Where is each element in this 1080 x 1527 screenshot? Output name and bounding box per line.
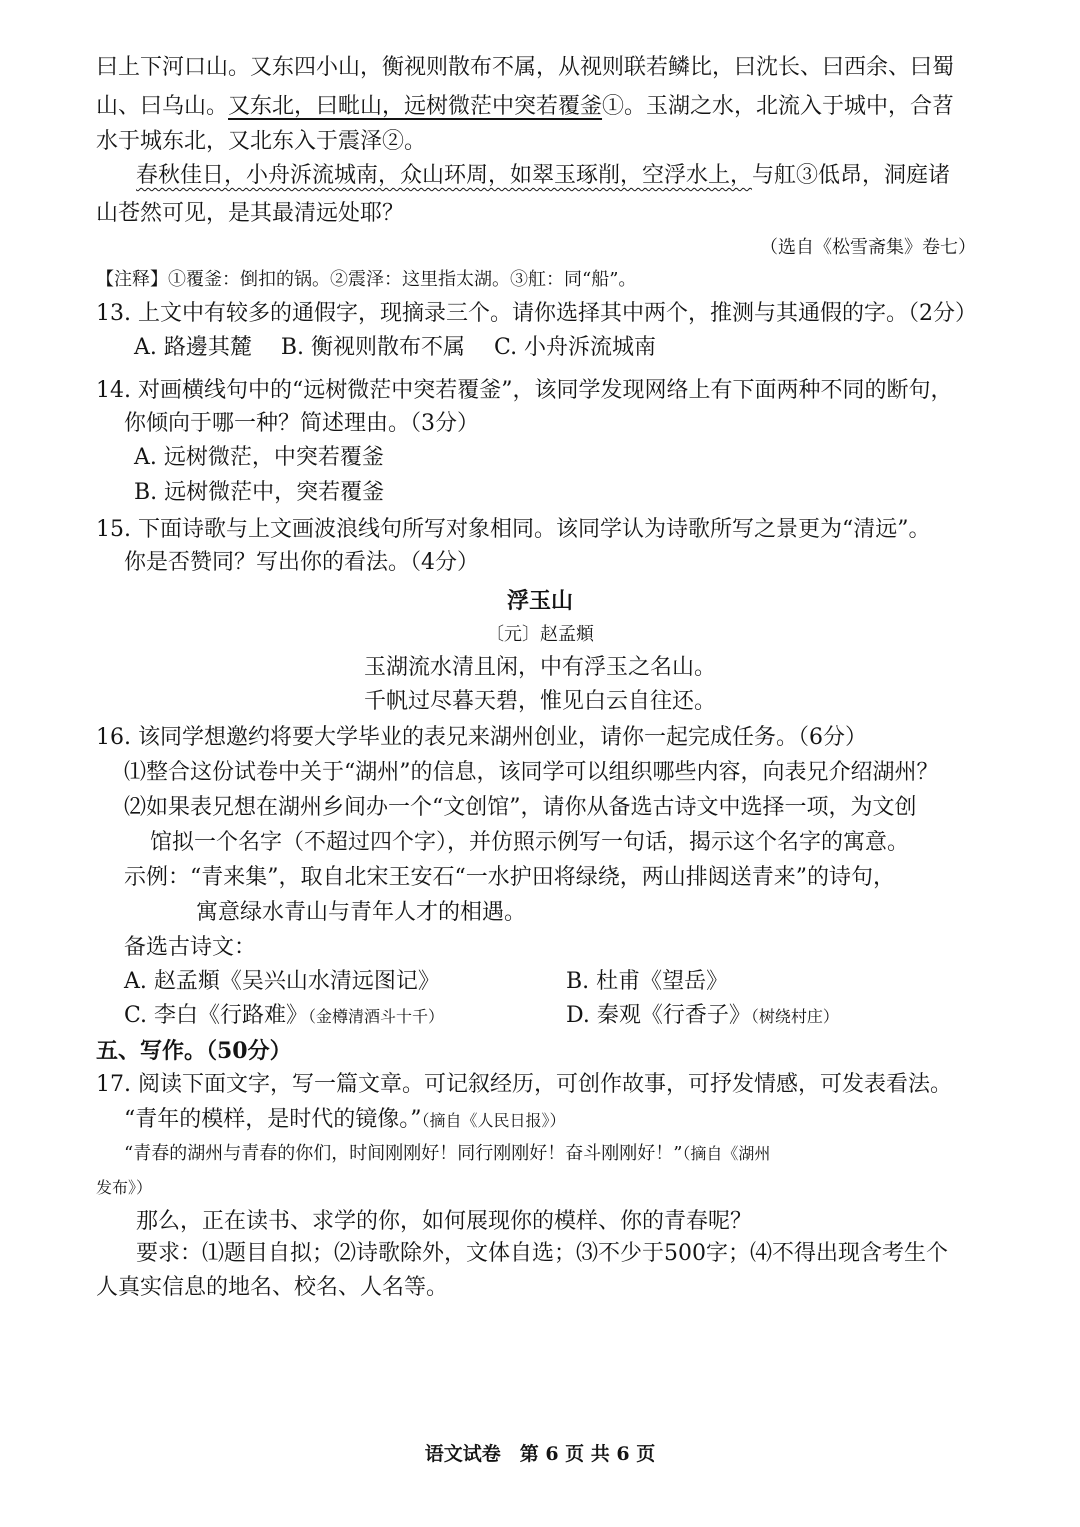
q17-requirements-line-1: 要求：⑴题目自拟；⑵诗歌除外，文体自选；⑶不少于500字；⑷不得出现含考生个 [136, 1241, 948, 1266]
q16-candidate-c-title: C. 李白《行路难》 [124, 1003, 309, 1028]
q14-stem-line-2: 你倾向于哪一种？简述理由。（3分） [124, 411, 479, 436]
poem-line-2: 千帆过尽暮天碧，惟见白云自往还。 [363, 689, 716, 714]
q16-candidate-a: A. 赵孟頫《吴兴山水清远图记》 [124, 969, 440, 994]
q16-candidate-d [566, 1002, 839, 1032]
q17-quote-2-text: “青春的湖州与青春的你们，时间刚刚好！同行刚刚好！奋斗刚刚好！” [124, 1143, 683, 1164]
underlined-sentence: 又东北，曰毗山，远树微茫中突若覆釜 [228, 94, 603, 119]
q17-stem: 17. 阅读下面文字，写一篇文章。可记叙经历，可创作故事，可抒发情感，可发表看法。 [96, 1072, 952, 1097]
passage-line-4-end: 与舡③低昂，洞庭诸 [752, 163, 951, 188]
passage-line-5: 山苍然可见，是其最清远处耶？ [96, 201, 405, 226]
poem-title: 浮玉山 [506, 588, 573, 614]
q16-candidate-d-note: （树绕村庄） [750, 1007, 839, 1026]
passage-line-4 [136, 162, 950, 192]
q16-candidate-d-title: D. 秦观《行香子》 [566, 1003, 751, 1028]
q16-example-line-1: 示例：“青来集”，取自北宋王安石“一水护田将绿绕，两山排闼送青来”的诗句， [124, 865, 895, 890]
passage-line-2-end: ①。玉湖之水，北流入于城中，合苕 [602, 94, 955, 119]
q16-candidate-c [124, 1002, 444, 1032]
passage-source: （选自《松雪斋集》卷七） [760, 237, 976, 258]
q14-option-a: A. 远树微茫，中突若覆釜 [134, 445, 384, 470]
q16-example-line-2: 寓意绿水青山与青年人才的相遇。 [196, 900, 527, 925]
q15-stem-line-2: 你是否赞同？写出你的看法。（4分） [124, 550, 479, 575]
poem-line-1: 玉湖流水清且闲，中有浮玉之名山。 [363, 655, 716, 680]
q14-option-b: B. 远树微茫中，突若覆釜 [134, 480, 385, 505]
q16-part-2-line-1: ⑵如果表兄想在湖州乡间办一个“文创馆”，请你从备选古诗文中选择一项，为文创 [124, 795, 917, 820]
q17-prompt: 那么，正在读书、求学的你，如何展现你的模样、你的青春呢？ [136, 1209, 753, 1234]
q13-options: A. 路邊其麓 B. 衡视则散布不属 C. 小舟泝流城南 [134, 335, 657, 360]
passage-line-3: 水于城东北，又北东入于震泽②。 [96, 129, 427, 154]
q17-requirements-line-2: 人真实信息的地名、校名、人名等。 [96, 1275, 449, 1300]
q17-quote-2 [124, 1140, 770, 1170]
page-footer: 语文试卷 第 6 页 共 6 页 [424, 1443, 656, 1465]
passage-line-1: 曰上下河口山。又东四小山，衡视则散布不属，从视则联若鳞比，曰沈长、曰西余、曰蜀 [96, 55, 955, 80]
q16-candidates-label: 备选古诗文： [124, 935, 257, 960]
q17-quote-1-text: “青年的模样，是时代的镜像。” [124, 1107, 422, 1132]
q13-stem: 13. 上文中有较多的通假字，现摘录三个。请你选择其中两个，推测与其通假的字。（2分） [96, 301, 977, 326]
passage-line-2 [96, 93, 954, 123]
q17-quote-2-source: （摘自《湖州 [682, 1144, 771, 1163]
q16-part-1: ⑴整合这份试卷中关于“湖州”的信息，该同学可以组织哪些内容，向表兄介绍湖州？ [124, 760, 939, 785]
section-5-heading: 五、写作。（50分） [96, 1038, 292, 1064]
wavy-underlined-sentence: 春秋佳日，小舟泝流城南，众山环周，如翠玉琢削，空浮水上， [136, 163, 753, 188]
passage-line-2-start: 山、曰乌山。 [96, 94, 229, 119]
q16-candidate-c-note: （金樽清酒斗十千） [308, 1007, 445, 1026]
q16-stem: 16. 该同学想邀约将要大学毕业的表兄来湖州创业，请你一起完成任务。（6分） [96, 725, 867, 750]
q14-stem-line-1: 14. 对画横线句中的“远树微茫中突若覆釜”，该同学发现网络上有下面两种不同的断句， [96, 378, 953, 403]
q16-part-2-line-2: 馆拟一个名字（不超过四个字），并仿照示例写一句话，揭示这个名字的寓意。 [150, 830, 910, 855]
q16-candidate-b: B. 杜甫《望岳》 [566, 969, 729, 994]
q17-quote-1-source: （摘自《人民日报》） [421, 1111, 566, 1130]
q17-quote-2-source-end: 发布》） [96, 1178, 153, 1197]
q15-stem-line-1: 15. 下面诗歌与上文画波浪线句所写对象相同。该同学认为诗歌所写之景更为“清远”。 [96, 517, 931, 542]
poem-author: 〔元〕赵孟頫 [486, 624, 594, 645]
passage-notes: 【注释】①覆釜：倒扣的锅。②震泽：这里指太湖。③舡：同“船”。 [96, 269, 637, 290]
q17-quote-1 [124, 1106, 566, 1136]
